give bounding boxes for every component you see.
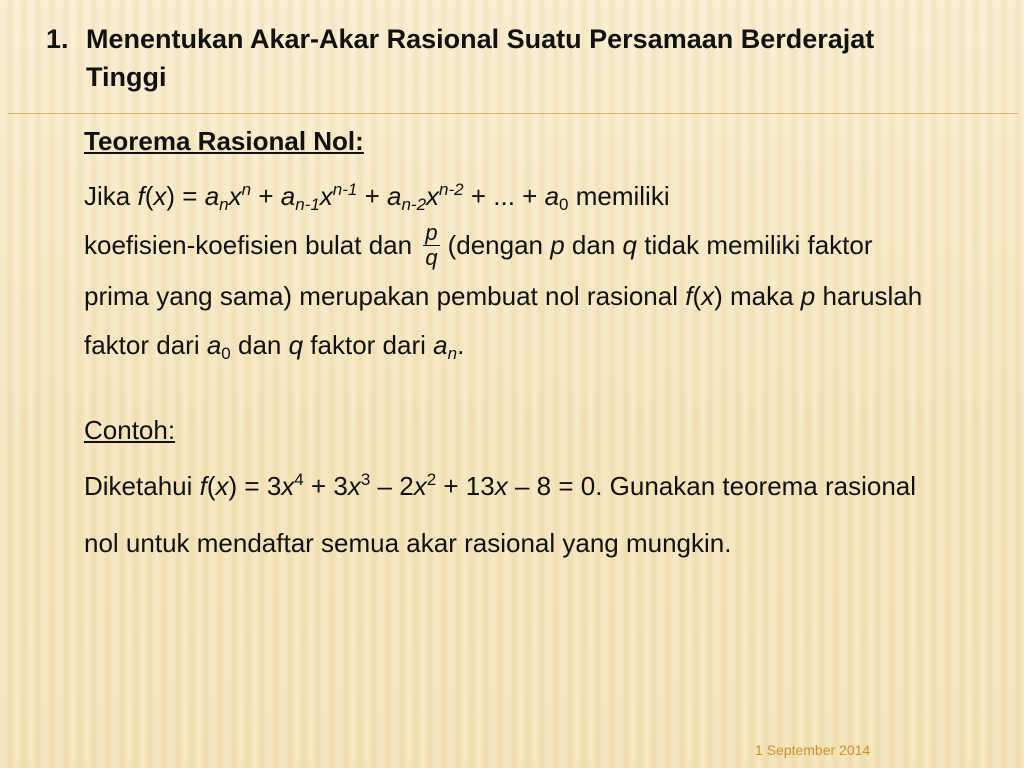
t-maka: ) maka	[714, 280, 801, 311]
t-sup-n: n	[241, 180, 252, 199]
e-m2: – 2	[370, 470, 414, 501]
t-koefisien: koefisien-koefisien bulat dan	[84, 230, 420, 260]
t-jika: Jika	[84, 181, 138, 211]
t-sub-0b: 0	[221, 343, 231, 363]
e-exp4: 4	[294, 469, 304, 489]
e-p3: + 3	[303, 470, 348, 501]
t-x2: x	[319, 181, 333, 211]
e-x0: x	[215, 470, 229, 501]
t-q1: q	[622, 230, 637, 260]
e-x2: x	[347, 470, 361, 501]
e-exp2: 2	[426, 469, 437, 489]
e-diketahui: Diketahui	[84, 470, 200, 501]
slide-title	[46, 20, 946, 96]
t-dengan: (dengan	[447, 230, 551, 260]
t-a1: a	[204, 181, 220, 211]
theorem-heading: Teorema Rasional Nol:	[84, 126, 364, 156]
t-haruslah: haruslah faktor dari	[84, 280, 923, 360]
t-p1: p	[550, 230, 565, 260]
t-p2: p	[800, 280, 816, 311]
e-x1: x	[281, 470, 295, 501]
e-exp3: 3	[360, 469, 371, 489]
t-tidak: tidak memiliki faktor prima yang sama) merupakan pembuat nol rasional	[84, 230, 873, 311]
t-a5: a	[206, 329, 222, 360]
title-divider	[8, 113, 1018, 114]
t-sub-n3: n	[447, 343, 458, 363]
t-x: x	[153, 181, 167, 211]
e-f: f	[199, 470, 207, 501]
t-dan2: dan	[230, 329, 289, 360]
fraction-denominator: q	[425, 244, 438, 270]
fraction-numerator: p	[425, 219, 438, 245]
t-a4: a	[544, 181, 560, 211]
t-x4: x	[701, 280, 715, 311]
t-a2: a	[280, 181, 296, 211]
t-f2: f	[685, 280, 693, 311]
e-p13: + 13	[436, 470, 495, 501]
t-dan1: dan	[564, 230, 623, 260]
t-sup-n2: n-2	[439, 180, 464, 199]
t-memiliki: memiliki	[568, 181, 670, 211]
t-sub-n2: n-2	[401, 195, 427, 214]
example-heading: Contoh:	[84, 414, 176, 445]
t-plus1: +	[251, 181, 281, 211]
t-q2: q	[288, 329, 304, 360]
e-x3: x	[413, 470, 427, 501]
t-sub-n: n	[219, 195, 229, 214]
e-tail: – 8 = 0. Gunakan teorema rasional nol untuk mendaftar semua akar rasional yang mungkin.	[84, 470, 917, 558]
title-number: 1.	[46, 24, 69, 54]
t-eq: =	[175, 181, 205, 211]
t-f: f	[137, 181, 145, 211]
example-paragraph: Diketahui $f(x) = 3x^4 + 3x^3 - 2x^2 + 13x - 8 = 0$. Gunakan teorema rasional nol untuk mendaftar semua akar rasional yang mungkin.	[84, 469, 917, 558]
t-sub-0: 0	[559, 195, 569, 214]
e-rest: = 3	[237, 470, 282, 501]
t-a3: a	[387, 181, 402, 211]
title-text: Menentukan Akar-Akar Rasional Suatu Persamaan Berderajat Tinggi	[86, 24, 875, 92]
slide-content	[84, 122, 944, 572]
t-a6: a	[433, 329, 448, 360]
footer-date: 1 September 2014	[755, 742, 871, 758]
t-faktor-dari: faktor dari	[303, 329, 434, 360]
t-sub-n1: n-1	[295, 195, 320, 214]
t-period: .	[457, 329, 465, 360]
t-x3: x	[426, 181, 440, 211]
t-sup-n1: n-1	[332, 180, 358, 199]
e-x4: x	[494, 470, 508, 501]
t-x1: x	[228, 181, 242, 211]
theorem-paragraph: Jika $f(x) = a_nx^n + a_{n-1}x^{n-1} + a_{n-2}x^{n-2}$ + ... + $a_0$ memiliki koefisien-koefisien bulat dan $\frac{p}{q}$ (dengan p dan q tidak memiliki faktor prima yang sama) merupakan pembuat nol rasional f(x) maka p haruslah faktor dari $a_0$ dan q faktor dari $a_n$.	[84, 180, 923, 363]
p-over-q-fraction	[423, 221, 439, 270]
t-plus2: +	[357, 181, 387, 211]
t-ellipsis: + ... +	[463, 181, 545, 211]
